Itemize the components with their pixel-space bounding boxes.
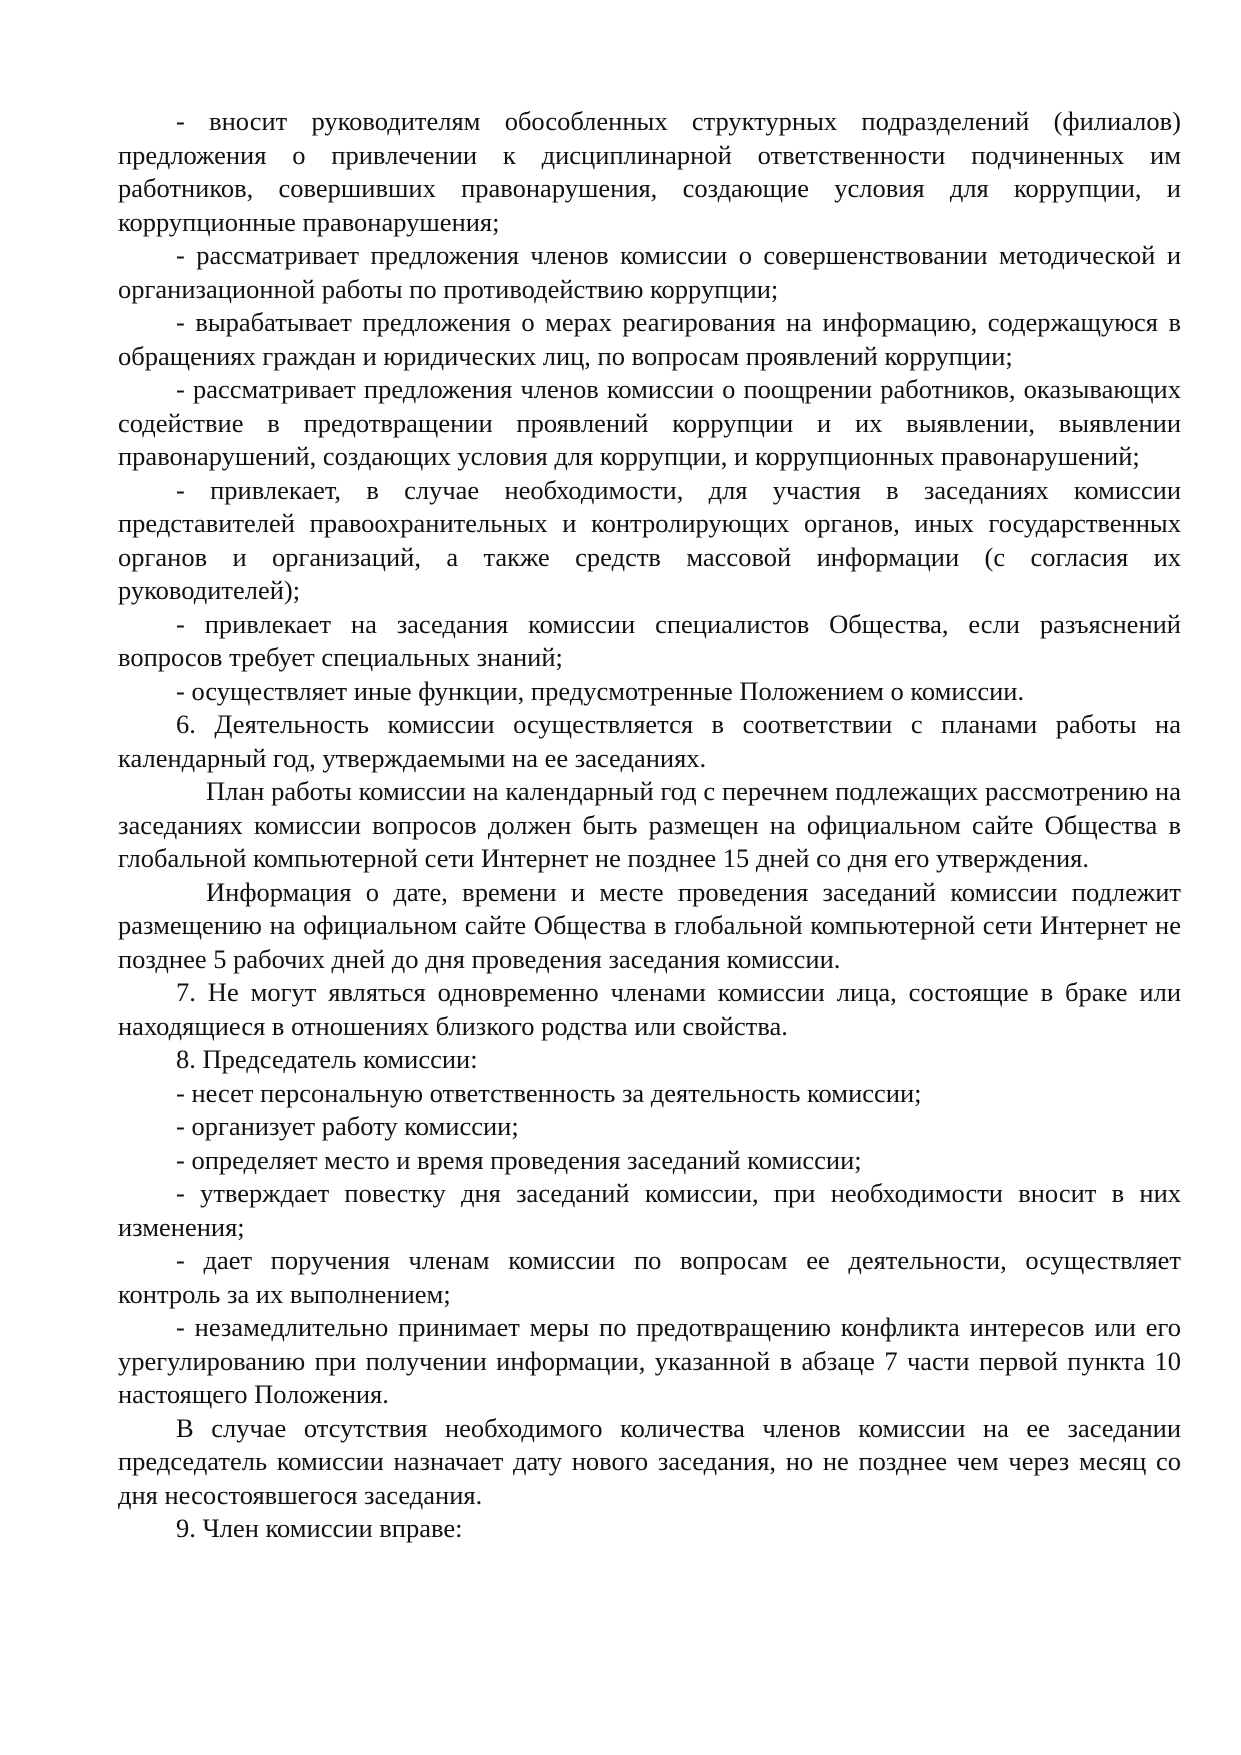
paragraph-work-plan: План работы комиссии на календарный год с перечнем подлежащих рассмотрению на заседаниях комиссии вопросов должен быть размещен на официальном сайте Общества в глобальной компьютерной сети Интернет не позднее 15 дней со дня его утверждения. [118,776,1181,873]
paragraph-attract-representatives: - привлекает, в случае необходимости, для участия в заседаниях комиссии представителей правоохранительных и контролирующих органов, иных государственных органов и организаций, а также средств массовой информации (с согласия их руководителей); [118,474,1181,605]
paragraph-chair-place-time: - определяет место и время проведения заседаний комиссии; [176,1144,862,1175]
paragraph-proposals-to-branch-heads: - вносит руководителям обособленных структурных подразделений (филиалов) предложения о привлечении к дисциплинарной ответственности подчиненных им работников, совершивших правонарушения, создающие условия для коррупции, и коррупционные правонарушения; [118,106,1181,237]
paragraph-meeting-info: Информация о дате, времени и месте проведения заседаний комиссии подлежит размещению на официальном сайте Общества в глобальной компьютерной сети Интернет не позднее 5 рабочих дней до дня проведения заседания комиссии. [118,876,1181,974]
paragraph-response-measures: - вырабатывает предложения о мерах реагирования на информацию, содержащуюся в обращениях граждан и юридических лиц, по вопросам проявлений коррупции; [118,307,1181,371]
paragraph-methodical-work: - рассматривает предложения членов комиссии о совершенствовании методической и организационной работы по противодействию коррупции; [118,240,1181,304]
paragraph-chair-organizes: - организует работу комиссии; [176,1111,519,1141]
paragraph-item-7: 7. Не могут являться одновременно членами комиссии лица, состоящие в браке или находящиеся в отношениях близкого родства или свойства. [118,977,1181,1041]
paragraph-other-functions: - осуществляет иные функции, предусмотренные Положением о комиссии. [176,675,1025,706]
paragraph-chair-responsibility: - несет персональную ответственность за деятельность комиссии; [176,1077,922,1108]
document-page [118,105,1181,1546]
paragraph-attract-specialists: - привлекает на заседания комиссии специалистов Общества, если разъяснений вопросов требует специальных знаний; [118,608,1181,672]
paragraph-chair-conflict: - незамедлительно принимает меры по предотвращению конфликта интересов или его урегулированию при получении информации, указанной в абзаце 7 части первой пункта 10 настоящего Положения. [118,1312,1181,1409]
paragraph-quorum-absence: В случае отсутствия необходимого количества членов комиссии на ее заседании председатель комиссии назначает дату нового заседания, но не позднее чем через месяц со дня несостоявшегося заседания. [118,1412,1181,1510]
paragraph-chair-agenda: - утверждает повестку дня заседаний комиссии, при необходимости вносит в них изменения; [118,1178,1181,1242]
paragraph-item-9-heading: 9. Член комиссии вправе: [176,1513,463,1543]
paragraph-item-6: 6. Деятельность комиссии осуществляется в соответствии с планами работы на календарный год, утверждаемыми на ее заседаниях. [118,709,1181,773]
paragraph-employee-encouragement: - рассматривает предложения членов комиссии о поощрении работников, оказывающих содействие в предотвращении проявлений коррупции и их выявлении, выявлении правонарушений, создающих условия для коррупции, и коррупционных правонарушений; [118,374,1181,471]
paragraph-chair-instructions: - дает поручения членам комиссии по вопросам ее деятельности, осуществляет контроль за их выполнением; [118,1245,1181,1309]
paragraph-item-8-heading: 8. Председатель комиссии: [176,1044,478,1074]
